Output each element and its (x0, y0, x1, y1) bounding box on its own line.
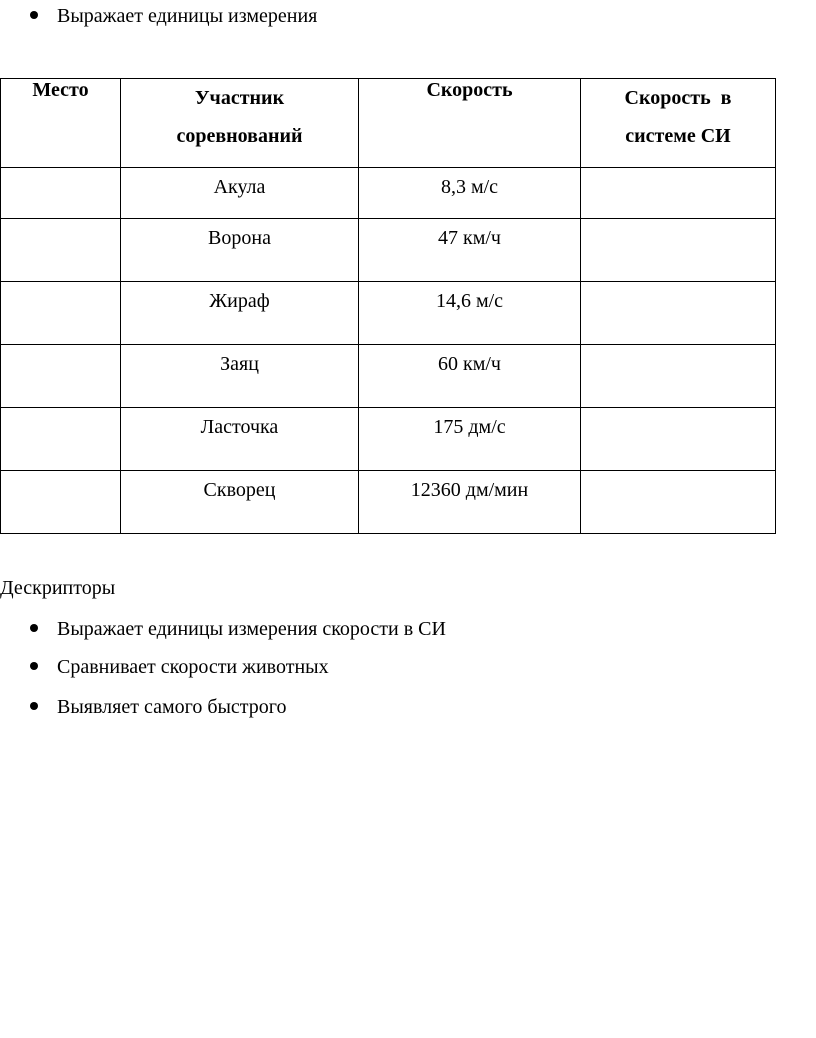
bullet-icon (30, 702, 38, 710)
descriptor-text: Сравнивает скорости животных (57, 656, 329, 678)
header-participant-line2: соревнований (176, 125, 303, 147)
cell-si-speed (581, 345, 776, 408)
cell-speed: 8,3 м/с (359, 168, 581, 219)
descriptor-item (30, 617, 446, 641)
table-row (1, 282, 776, 345)
descriptors-title: Дескрипторы (0, 577, 116, 599)
cell-si-speed (581, 282, 776, 345)
cell-participant: Заяц (121, 345, 359, 408)
cell-speed: 12360 дм/мин (359, 471, 581, 534)
top-bullet-text: Выражает единицы измерения (57, 5, 318, 27)
header-si-line1: Скорость в (624, 87, 732, 109)
cell-si-speed (581, 219, 776, 282)
cell-speed: 14,6 м/с (359, 282, 581, 345)
descriptor-item (30, 655, 329, 679)
descriptor-text: Выражает единицы измерения скорости в СИ (57, 618, 446, 640)
table-row (1, 471, 776, 534)
table-row (1, 219, 776, 282)
cell-place (1, 408, 121, 471)
cell-si-speed (581, 408, 776, 471)
cell-place (1, 282, 121, 345)
cell-place (1, 219, 121, 282)
cell-participant: Акула (121, 168, 359, 219)
header-si-speed (581, 79, 776, 168)
bullet-icon (30, 11, 38, 19)
table-row (1, 168, 776, 219)
cell-speed: 60 км/ч (359, 345, 581, 408)
speed-table (0, 78, 776, 534)
cell-place (1, 168, 121, 219)
cell-place (1, 471, 121, 534)
header-place: Место (1, 79, 121, 168)
descriptor-text: Выявляет самого быстрого (57, 696, 287, 718)
table-header-row (1, 79, 776, 168)
cell-si-speed (581, 471, 776, 534)
cell-participant: Ласточка (121, 408, 359, 471)
cell-si-speed (581, 168, 776, 219)
header-participant-line1: Участник (194, 87, 285, 109)
top-bullet-item (30, 4, 317, 28)
cell-speed: 47 км/ч (359, 219, 581, 282)
header-si-line2: системе СИ (625, 125, 731, 147)
cell-participant: Скворец (121, 471, 359, 534)
table-row (1, 408, 776, 471)
bullet-icon (30, 662, 38, 670)
header-participant (121, 79, 359, 168)
descriptor-item (30, 695, 287, 719)
bullet-icon (30, 624, 38, 632)
table-row (1, 345, 776, 408)
cell-participant: Ворона (121, 219, 359, 282)
header-speed: Скорость (359, 79, 581, 168)
cell-speed: 175 дм/с (359, 408, 581, 471)
cell-place (1, 345, 121, 408)
cell-participant: Жираф (121, 282, 359, 345)
